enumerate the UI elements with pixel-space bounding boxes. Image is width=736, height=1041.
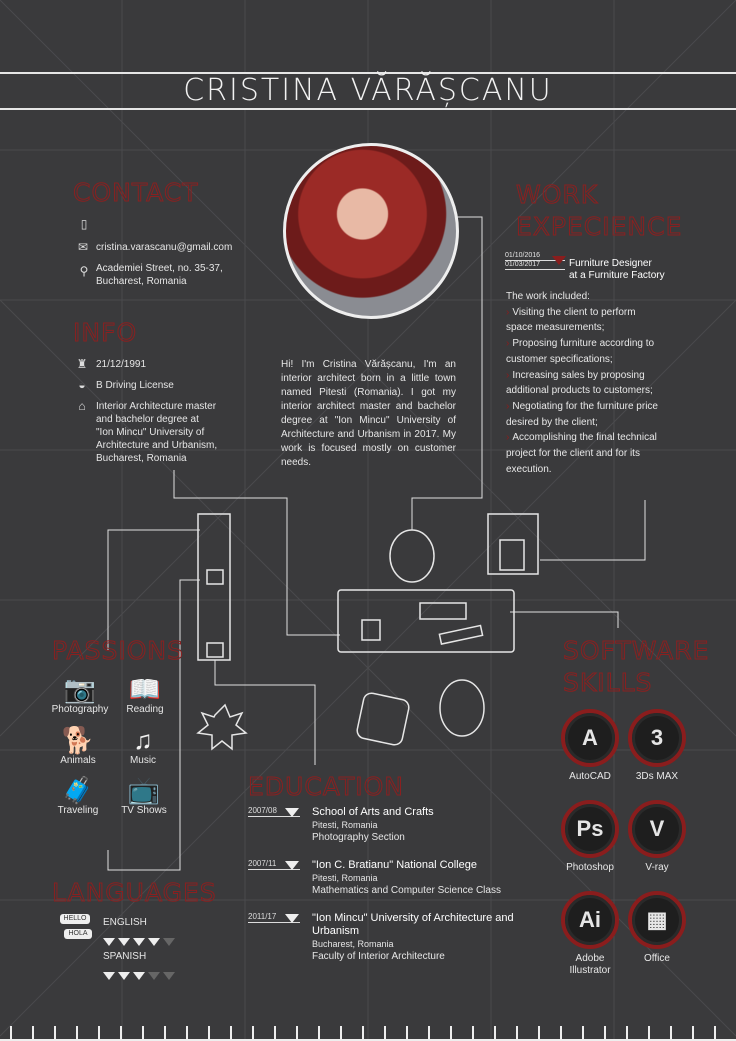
car-icon: ◒: [78, 378, 86, 392]
autocad-icon: A: [561, 709, 619, 767]
contact-email[interactable]: cristina.varascanu@gmail.com: [96, 242, 233, 253]
bullet-icon: ›: [506, 369, 510, 381]
education-school: "Ion C. Bratianu" National College: [312, 859, 477, 871]
info-education-line: Bucharest, Romania: [96, 453, 187, 464]
education-date: 2007/11: [248, 859, 300, 870]
music-note-icon: ♫: [133, 725, 153, 755]
info-license: B Driving License: [96, 380, 174, 391]
info-education: [96, 400, 235, 465]
rating-triangle-icon: [148, 938, 160, 946]
passion-traveling: 🧳 Traveling: [48, 775, 108, 816]
education-details: [312, 859, 532, 897]
book-icon: 📖: [128, 674, 162, 704]
software-vray: V V-ray: [627, 800, 687, 874]
work-intro: The work included:: [506, 291, 590, 302]
education-school: School of Arts and Crafts: [312, 806, 434, 818]
page-title: CRISTINA VĂRĂȘCANU: [169, 74, 567, 108]
office-icon: ▦: [628, 891, 686, 949]
education-detail: Photography Section: [312, 832, 405, 843]
info-birth-date: 21/12/1991: [96, 359, 147, 370]
bullet-icon: ›: [506, 306, 510, 318]
rating-triangle-icon: [133, 972, 145, 980]
camera-icon: 📷: [63, 674, 97, 704]
work-item: › Accomplishing the final technical project for the client and for its execution.: [506, 432, 657, 475]
software-photoshop: Ps Photoshop: [560, 800, 620, 874]
work-item: › Negotiating for the furniture price desired by the client;: [506, 400, 658, 428]
contact-heading: CONTACT: [73, 178, 199, 207]
photoshop-icon: Ps: [561, 800, 619, 858]
birthday-cake-icon: ♜: [76, 357, 88, 371]
software-autocad: A AutoCAD: [560, 709, 620, 783]
education-detail: Mathematics and Computer Science Class: [312, 885, 501, 896]
education-date: 2007/08: [248, 806, 300, 817]
info-education-line: Architecture and Urbanism,: [96, 440, 218, 451]
work-heading-line2: EXPECIENCE: [516, 212, 683, 241]
info-heading: INFO: [73, 318, 138, 347]
dog-icon: 🐕: [61, 725, 95, 755]
work-date-from: 01/10/2016: [505, 252, 565, 261]
info-education-line: Interior Architecture master: [96, 401, 217, 412]
vray-icon: V: [628, 800, 686, 858]
phone-icon: ▯: [80, 217, 88, 231]
location-pin-icon: ⚲: [79, 264, 89, 278]
language-english: ENGLISH: [103, 917, 147, 928]
rating-triangle-icon: [103, 938, 115, 946]
work-heading-line1: WORK: [516, 180, 599, 209]
3dsmax-icon: 3: [628, 709, 686, 767]
email-icon: ✉: [77, 240, 89, 254]
education-date: 2011/17: [248, 912, 300, 923]
triangle-icon: [285, 804, 299, 822]
profile-photo: [283, 143, 459, 319]
tv-icon: 📺: [127, 775, 161, 805]
education-school: "Ion Mincu" University of Architecture and Urbanism: [312, 912, 514, 937]
luggage-icon: 🧳: [61, 775, 95, 805]
triangle-icon: [285, 857, 299, 875]
languages-heading: LANGUAGES: [52, 878, 217, 907]
passions-heading: PASSIONS: [52, 636, 184, 665]
contact-address-line2: Bucharest, Romania: [96, 276, 187, 287]
bullet-icon: ›: [506, 338, 510, 350]
rating-triangle-icon: [148, 972, 160, 980]
passion-music: ♫ Music: [113, 725, 173, 766]
rating-triangle-icon: [133, 938, 145, 946]
passion-animals: 🐕 Animals: [48, 725, 108, 766]
work-item: › Visiting the client to perform space measurements;: [506, 306, 636, 334]
bullet-icon: ›: [506, 432, 510, 444]
passion-tv-shows: 📺 TV Shows: [114, 775, 174, 816]
language-english-rating: [103, 933, 178, 951]
work-role-line2: at a Furniture Factory: [569, 270, 665, 281]
passion-photography: 📷 Photography: [51, 674, 109, 715]
software-3dsmax: 3 3Ds MAX: [627, 709, 687, 783]
name-banner: [0, 72, 736, 110]
work-item: › Increasing sales by proposing additional products to customers;: [506, 369, 653, 397]
speech-bubble-hello: HELLO: [60, 914, 90, 924]
bottom-ruler: [0, 1026, 736, 1040]
education-place: Bucharest, Romania: [312, 939, 394, 949]
software-office: ▦ Office: [627, 891, 687, 965]
education-detail: Faculty of Interior Architecture: [312, 951, 445, 962]
work-description: [506, 289, 663, 477]
triangle-icon: [285, 910, 299, 928]
info-education-line: "Ion Mincu" University of: [96, 427, 205, 438]
rating-triangle-icon: [103, 972, 115, 980]
rating-triangle-icon: [118, 972, 130, 980]
graduation-cap-icon: ⌂: [78, 399, 86, 413]
passion-reading: 📖 Reading: [115, 674, 175, 715]
rating-triangle-icon: [118, 938, 130, 946]
work-role-line1: Furniture Designer: [569, 258, 652, 269]
education-place: Pitesti, Romania: [312, 873, 378, 883]
education-heading: EDUCATION: [248, 772, 404, 801]
speech-bubble-hola: HOLA: [64, 929, 92, 939]
language-spanish-rating: [103, 967, 178, 985]
work-item: › Proposing furniture according to customer specifications;: [506, 338, 655, 365]
software-heading-line2: SKILLS: [563, 668, 653, 697]
contact-address-line1: Academiei Street, no. 35-37,: [96, 263, 223, 274]
language-spanish: SPANISH: [103, 951, 147, 962]
bio-paragraph: Hi! I'm Cristina Vărășcanu, I'm an interior architect born in a little town named Pitesti (Romania). I got my interior architect master and bachelor degree at "Ion Mincu" University of Architecture and Urbanism in 2017. My work is focused mostly on customer needs.: [281, 359, 456, 468]
education-details: [312, 912, 527, 963]
bullet-icon: ›: [506, 400, 510, 412]
info-education-line: and bachelor degree at: [96, 414, 199, 425]
work-triangle-icon: [552, 252, 566, 270]
illustrator-icon: Ai: [561, 891, 619, 949]
education-details: [312, 806, 532, 844]
rating-triangle-icon: [163, 972, 175, 980]
work-date-to: 01/03/2017: [505, 261, 565, 270]
software-illustrator: Ai Adobe Illustrator: [560, 891, 620, 977]
education-place: Pitesti, Romania: [312, 820, 378, 830]
rating-triangle-icon: [163, 938, 175, 946]
software-heading-line1: SOFTWARE: [563, 636, 710, 665]
